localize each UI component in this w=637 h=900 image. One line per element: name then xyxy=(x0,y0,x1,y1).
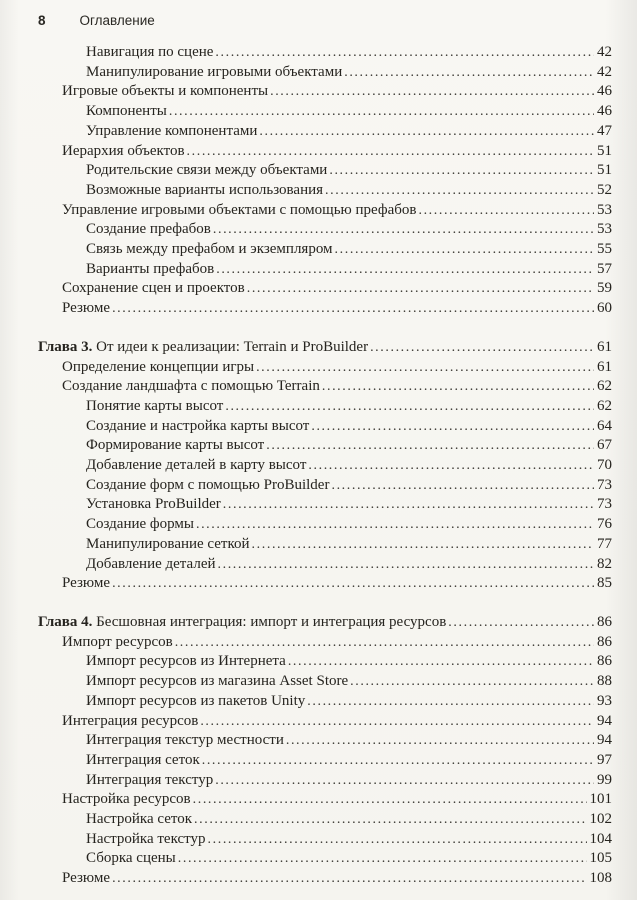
toc-entry-page: 52 xyxy=(597,181,612,198)
toc-entry-page: 94 xyxy=(597,732,612,749)
toc-entry xyxy=(38,712,612,732)
dot-leader xyxy=(256,358,594,378)
toc-entry xyxy=(38,43,612,63)
toc-entry-title: Установка ProBuilder xyxy=(86,496,221,513)
dot-leader xyxy=(418,201,594,221)
toc-entry xyxy=(38,358,612,378)
dot-leader xyxy=(344,63,594,83)
toc-entry-page: 62 xyxy=(597,397,612,414)
toc-entry-title: Определение концепции игры xyxy=(62,358,255,375)
toc-entry-title: Импорт ресурсов xyxy=(62,633,173,650)
toc-entry-title: Глава 4. Бесшовная интеграция: импорт и интеграция ресурсов xyxy=(38,613,447,630)
toc-entry-page: 76 xyxy=(597,516,612,533)
toc-entry xyxy=(38,102,612,122)
toc-entry-page: 53 xyxy=(597,221,612,238)
toc-chapter-entry xyxy=(38,613,612,633)
toc-entry-title: Импорт ресурсов из магазина Asset Store xyxy=(86,673,349,690)
dot-leader xyxy=(266,436,594,456)
dot-leader xyxy=(311,417,594,437)
toc-entry-title: Возможные варианты использования xyxy=(86,181,324,198)
toc-entry xyxy=(38,751,612,771)
toc-entry-page: 51 xyxy=(597,142,612,159)
dot-leader xyxy=(112,299,594,319)
toc-entry xyxy=(38,181,612,201)
toc-entry-page: 86 xyxy=(597,633,612,650)
toc-entry-title: Интеграция сеток xyxy=(86,751,200,768)
dot-leader xyxy=(288,652,594,672)
dot-leader xyxy=(270,82,594,102)
toc-entry xyxy=(38,122,612,142)
toc-entry-title: Интеграция текстур xyxy=(86,771,214,788)
toc-entry-page: 46 xyxy=(597,103,612,120)
dot-leader xyxy=(259,122,594,142)
dot-leader xyxy=(112,574,594,594)
toc-entry xyxy=(38,82,612,102)
dot-leader xyxy=(322,377,594,397)
toc-entry-title: Манипулирование сеткой xyxy=(86,535,250,552)
toc-entry xyxy=(38,142,612,162)
toc-entry xyxy=(38,240,612,260)
toc-entry xyxy=(38,260,612,280)
toc-entry xyxy=(38,849,612,869)
toc-entry xyxy=(38,279,612,299)
toc-entry xyxy=(38,731,612,751)
dot-leader xyxy=(215,43,594,63)
toc-entry-title: Глава 3. От идеи к реализации: Terrain и ProBuilder xyxy=(38,338,369,355)
dot-leader xyxy=(252,535,594,555)
toc-entry-title: Интеграция ресурсов xyxy=(62,712,199,729)
toc-entry-page: 42 xyxy=(597,63,612,80)
toc-entry-title: Добавление деталей в карту высот xyxy=(86,457,307,474)
toc-entry xyxy=(38,771,612,791)
toc-entry-title: Создание форм с помощью ProBuilder xyxy=(86,476,330,493)
dot-leader xyxy=(112,869,586,889)
toc-entry xyxy=(38,810,612,830)
toc-entry-page: 62 xyxy=(597,378,612,395)
toc-entry-page: 55 xyxy=(597,241,612,258)
toc-entry xyxy=(38,869,612,889)
toc-entry xyxy=(38,377,612,397)
toc-entry xyxy=(38,790,612,810)
dot-leader xyxy=(169,102,594,122)
toc-entry-page: 61 xyxy=(597,358,612,375)
dot-leader xyxy=(200,712,594,732)
dot-leader xyxy=(308,456,594,476)
dot-leader xyxy=(307,692,594,712)
dot-leader xyxy=(448,613,594,633)
toc-entry-title: Родительские связи между объектами xyxy=(86,162,328,179)
toc-entry-page: 86 xyxy=(597,653,612,670)
toc-entry-page: 85 xyxy=(597,575,612,592)
dot-leader xyxy=(216,260,594,280)
toc-entry-title: Создание и настройка карты высот xyxy=(86,417,310,434)
dot-leader xyxy=(175,633,594,653)
dot-leader xyxy=(370,338,594,358)
toc-entry-page: 101 xyxy=(589,791,612,808)
toc-entry-page: 104 xyxy=(589,830,612,847)
toc-entry xyxy=(38,830,612,850)
dot-leader xyxy=(247,279,594,299)
dot-leader xyxy=(194,810,586,830)
running-title: Оглавление xyxy=(79,13,155,28)
toc-entry-page: 86 xyxy=(597,613,612,630)
toc-entry-page: 97 xyxy=(597,751,612,768)
toc-entry xyxy=(38,692,612,712)
dot-leader xyxy=(218,555,595,575)
toc-entry-page: 53 xyxy=(597,201,612,218)
dot-leader xyxy=(350,672,594,692)
toc-entry xyxy=(38,220,612,240)
toc-entry-title: Управление компонентами xyxy=(86,122,258,139)
dot-leader xyxy=(178,849,587,869)
dot-leader xyxy=(286,731,594,751)
toc-entry-page: 60 xyxy=(597,300,612,317)
toc-entry-title: Резюме xyxy=(62,575,111,592)
toc-entry-page: 42 xyxy=(597,44,612,60)
toc-entry-title: Иерархия объектов xyxy=(62,142,185,159)
toc-entry-page: 73 xyxy=(597,496,612,513)
toc-entry-page: 102 xyxy=(589,811,612,828)
toc-entry-title: Связь между префабом и экземпляром xyxy=(86,241,333,258)
toc-entry xyxy=(38,436,612,456)
dot-leader xyxy=(213,220,594,240)
dot-leader xyxy=(208,830,587,850)
toc-entry-page: 61 xyxy=(597,338,612,355)
toc-entry-page: 99 xyxy=(597,771,612,788)
page-number: 8 xyxy=(38,13,46,28)
toc-entry-page: 47 xyxy=(597,122,612,139)
toc-entry xyxy=(38,456,612,476)
toc-entry-title: Компоненты xyxy=(86,103,167,120)
toc-entry xyxy=(38,535,612,555)
toc-entry xyxy=(38,495,612,515)
toc-entry xyxy=(38,574,612,594)
toc-entry-page: 73 xyxy=(597,476,612,493)
toc-entry-page: 88 xyxy=(597,673,612,690)
toc-entry-page: 94 xyxy=(597,712,612,729)
dot-leader xyxy=(335,240,594,260)
toc-entry xyxy=(38,652,612,672)
toc-entry-title: Настройка текстур xyxy=(86,830,206,847)
toc-entry-title: Игровые объекты и компоненты xyxy=(62,83,269,100)
dot-leader xyxy=(193,790,587,810)
toc-entry-page: 93 xyxy=(597,692,612,709)
toc-entry-page: 57 xyxy=(597,260,612,277)
toc-entry-title: Формирование карты высот xyxy=(86,437,265,454)
toc-entry xyxy=(38,476,612,496)
toc-entry-title: Сохранение сцен и проектов xyxy=(62,280,245,297)
toc-entry-title: Сборка сцены xyxy=(86,850,176,867)
toc-entry-page: 51 xyxy=(597,162,612,179)
toc-entry xyxy=(38,299,612,319)
toc-entry-title: Интеграция текстур местности xyxy=(86,732,284,749)
toc-entry-page: 46 xyxy=(597,83,612,100)
toc-entry-title: Понятие карты высот xyxy=(86,397,224,414)
toc-entry-title: Создание ландшафта с помощью Terrain xyxy=(62,378,320,395)
toc-entry-title: Настройка ресурсов xyxy=(62,791,191,808)
toc-entry xyxy=(38,201,612,221)
toc-chapter-entry xyxy=(38,338,612,358)
toc-entry-page: 77 xyxy=(597,535,612,552)
dot-leader xyxy=(202,751,594,771)
toc-entry xyxy=(38,397,612,417)
toc-entry-title: Настройка сеток xyxy=(86,811,193,828)
dot-leader xyxy=(225,397,594,417)
dot-leader xyxy=(215,771,594,791)
toc-entry xyxy=(38,161,612,181)
toc-entry xyxy=(38,633,612,653)
toc-entry-page: 67 xyxy=(597,437,612,454)
toc-entry-title: Добавление деталей xyxy=(86,555,216,572)
table-of-contents xyxy=(38,43,612,889)
toc-entry xyxy=(38,672,612,692)
toc-entry-page: 59 xyxy=(597,280,612,297)
toc-entry-title: Резюме xyxy=(62,870,111,887)
page-header xyxy=(38,13,612,28)
toc-entry-page: 108 xyxy=(589,870,612,887)
toc-entry-page: 64 xyxy=(597,417,612,434)
toc-entry-title: Манипулирование игровыми объектами xyxy=(86,63,343,80)
toc-entry-title: Создание префабов xyxy=(86,221,211,238)
toc-entry-title: Управление игровыми объектами с помощью префабов xyxy=(62,201,417,218)
toc-entry-title: Импорт ресурсов из пакетов Unity xyxy=(86,692,306,709)
toc-entry xyxy=(38,555,612,575)
dot-leader xyxy=(223,495,594,515)
toc-entry-title: Навигация по сцене xyxy=(86,44,214,60)
toc-entry-page: 70 xyxy=(597,457,612,474)
toc-entry-title: Варианты префабов xyxy=(86,260,215,277)
toc-entry-title: Резюме xyxy=(62,300,111,317)
dot-leader xyxy=(196,515,594,535)
toc-entry xyxy=(38,515,612,535)
toc-entry-page: 105 xyxy=(589,850,612,867)
toc-entry-title: Создание формы xyxy=(86,516,194,533)
dot-leader xyxy=(329,161,594,181)
toc-entry-title: Импорт ресурсов из Интернета xyxy=(86,653,286,670)
dot-leader xyxy=(325,181,594,201)
toc-entry-page: 82 xyxy=(597,555,612,572)
dot-leader xyxy=(187,142,594,162)
toc-entry xyxy=(38,63,612,83)
toc-entry xyxy=(38,417,612,437)
dot-leader xyxy=(331,476,594,496)
